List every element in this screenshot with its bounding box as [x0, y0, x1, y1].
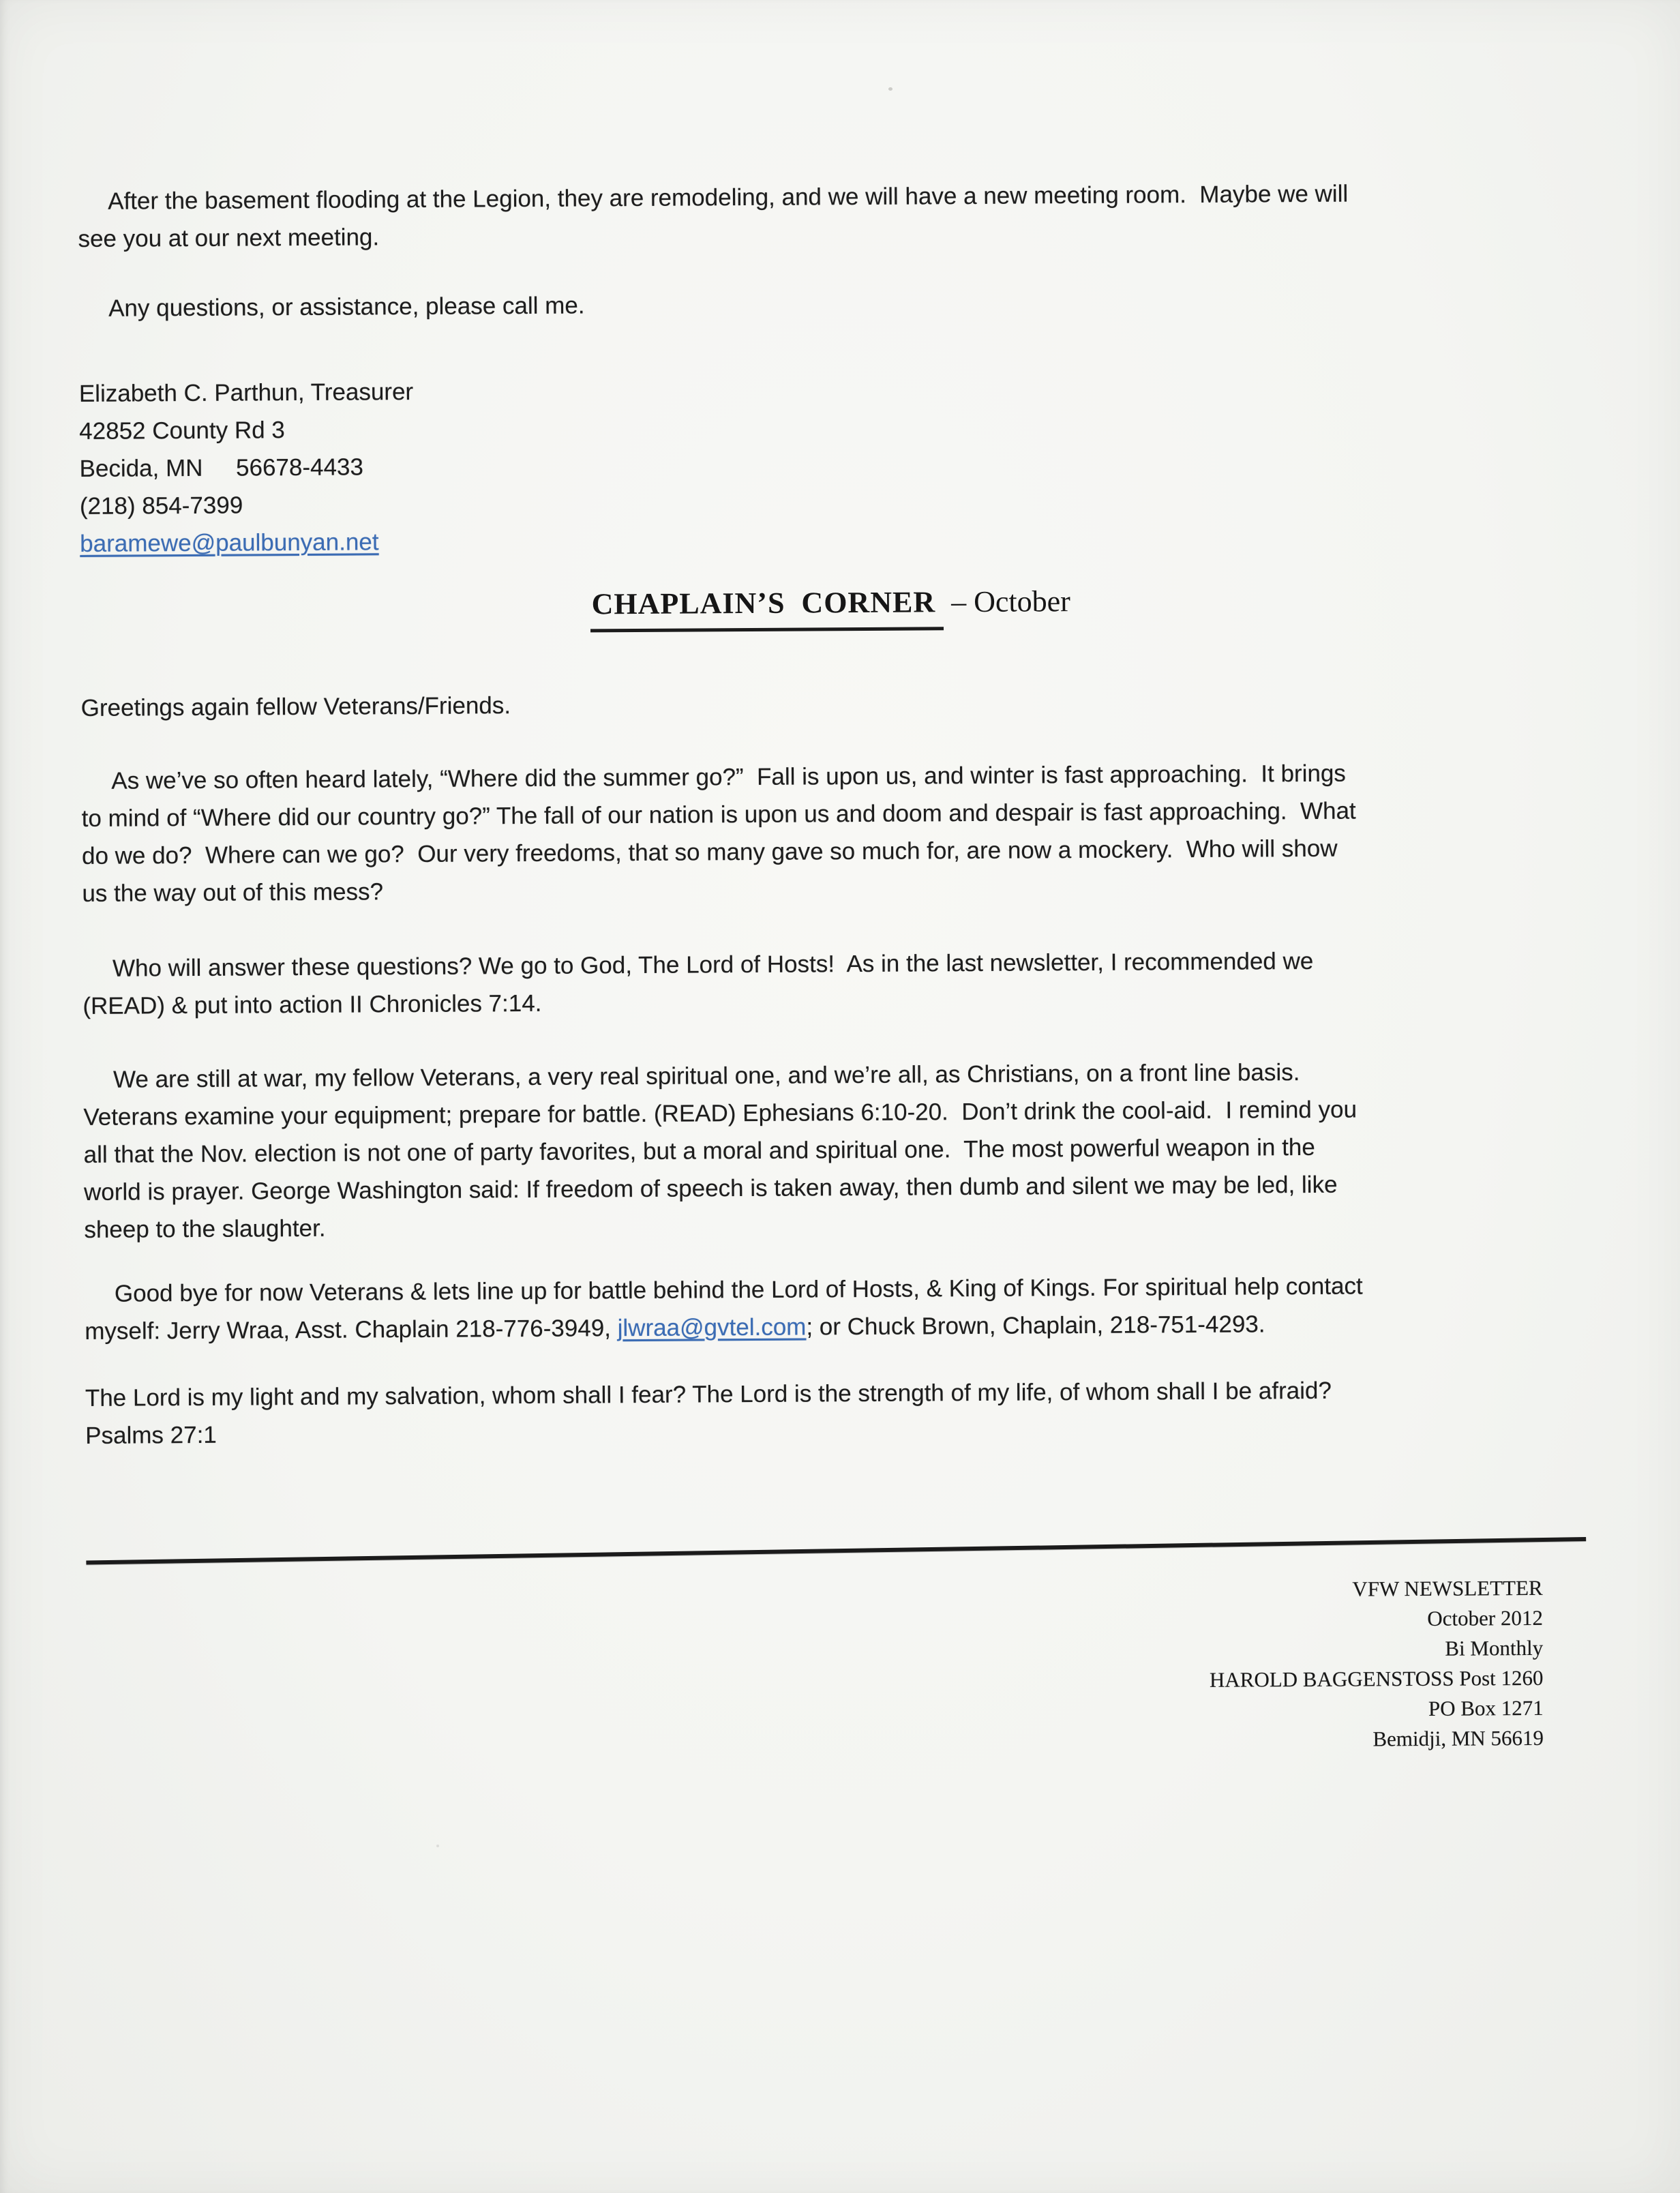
paragraph-who-will-answer [82, 941, 1583, 1025]
body-line: Greetings again fellow Veterans/Friends. [80, 692, 511, 721]
body-line: us the way out of this mess? [82, 878, 384, 907]
body-line: see you at our next meeting. [78, 224, 380, 252]
signature-name: Elizabeth C. Parthun, Treasurer [78, 378, 414, 407]
paragraph-greeting [81, 681, 1581, 727]
paragraph-still-at-war [83, 1052, 1585, 1249]
signature-block [79, 366, 1580, 563]
scan-speck [888, 87, 892, 91]
body-line: Who will answer these questions? We go to God, The Lord of Hosts! As in the last newsletter, I recommended we [112, 947, 1314, 982]
paragraph-meeting-room [78, 174, 1578, 258]
body-line: Any questions, or assistance, please call me. [108, 292, 585, 322]
body-line: After the basement flooding at the Legion, they are remodeling, and we will have a new meeting room. Maybe we will [108, 180, 1349, 215]
body-line: (READ) & put into action II Chronicles 7:14. [82, 989, 542, 1019]
body-line: sheep to the slaughter. [84, 1214, 326, 1243]
signature-phone: (218) 854-7399 [79, 492, 243, 520]
newsletter-footer [87, 1573, 1588, 1762]
footer-date: October 2012 [1427, 1605, 1544, 1630]
footer-post-name: HAROLD BAGGENSTOSS Post 1260 [1209, 1665, 1544, 1692]
body-line: world is prayer. George Washington said: If freedom of speech is taken away, then dumb and silent we may be led, like [83, 1171, 1338, 1206]
divider-rule [86, 1537, 1586, 1565]
body-line: Veterans examine your equipment; prepare for battle. (READ) Ephesians 6:10-20. Don’t drink the cool-aid. I remind you [83, 1096, 1358, 1131]
scan-speck [436, 1845, 439, 1847]
body-line: to mind of “Where did our country go?” The fall of our nation is upon us and doom and despair is fast approaching. What [81, 797, 1356, 832]
heading-month: – October [944, 584, 1071, 619]
goodbye-line-post: ; or Chuck Brown, Chaplain, 218-751-4293. [806, 1311, 1265, 1341]
email-link-chaplain[interactable]: jlwraa@gvtel.com [617, 1313, 807, 1342]
paragraph-any-questions [78, 281, 1578, 327]
letter-body [78, 174, 1587, 1762]
footer-city-state-zip: Bemidji, MN 56619 [1372, 1725, 1544, 1751]
paragraph-goodbye [85, 1266, 1585, 1350]
body-line: do we do? Where can we go? Our very freedoms, that so many gave so much for, are now a mockery. Who will show [81, 835, 1338, 869]
body-line: Good bye for now Veterans & lets line up for battle behind the Lord of Hosts, & King of Kings. For spiritual help contact [114, 1272, 1363, 1307]
goodbye-line-pre: myself: Jerry Wraa, Asst. Chaplain 218-776-3949, [85, 1315, 618, 1345]
body-line: We are still at war, my fellow Veterans, a very real spiritual one, and we’re all, as Christians, on a front line basis. [112, 1059, 1300, 1093]
chaplains-corner-heading [80, 576, 1580, 636]
body-line: As we’ve so often heard lately, “Where did the summer go?” Fall is upon us, and winter is fast approaching. It brings [111, 760, 1346, 794]
email-link-treasurer[interactable]: baramewe@paulbunyan.net [80, 528, 379, 557]
body-line: all that the Nov. election is not one of party favorites, but a moral and spiritual one. The most powerful weapon in the [83, 1133, 1315, 1168]
psalm-reference: Psalms 27:1 [85, 1421, 217, 1449]
footer-po-box: PO Box 1271 [1428, 1695, 1544, 1720]
signature-address-line2: Becida, MN 56678-4433 [79, 453, 364, 482]
paragraph-summer-go [81, 754, 1582, 912]
signature-address-line1: 42852 County Rd 3 [79, 417, 285, 445]
body-line: The Lord is my light and my salvation, whom shall I fear? The Lord is the strength of my life, of whom shall I be afraid? [85, 1377, 1332, 1412]
footer-frequency: Bi Monthly [1445, 1635, 1544, 1660]
footer-newsletter-title: VFW NEWSLETTER [1352, 1575, 1543, 1601]
paragraph-psalm [85, 1371, 1586, 1454]
heading-title: CHAPLAIN’S CORNER [590, 580, 944, 632]
